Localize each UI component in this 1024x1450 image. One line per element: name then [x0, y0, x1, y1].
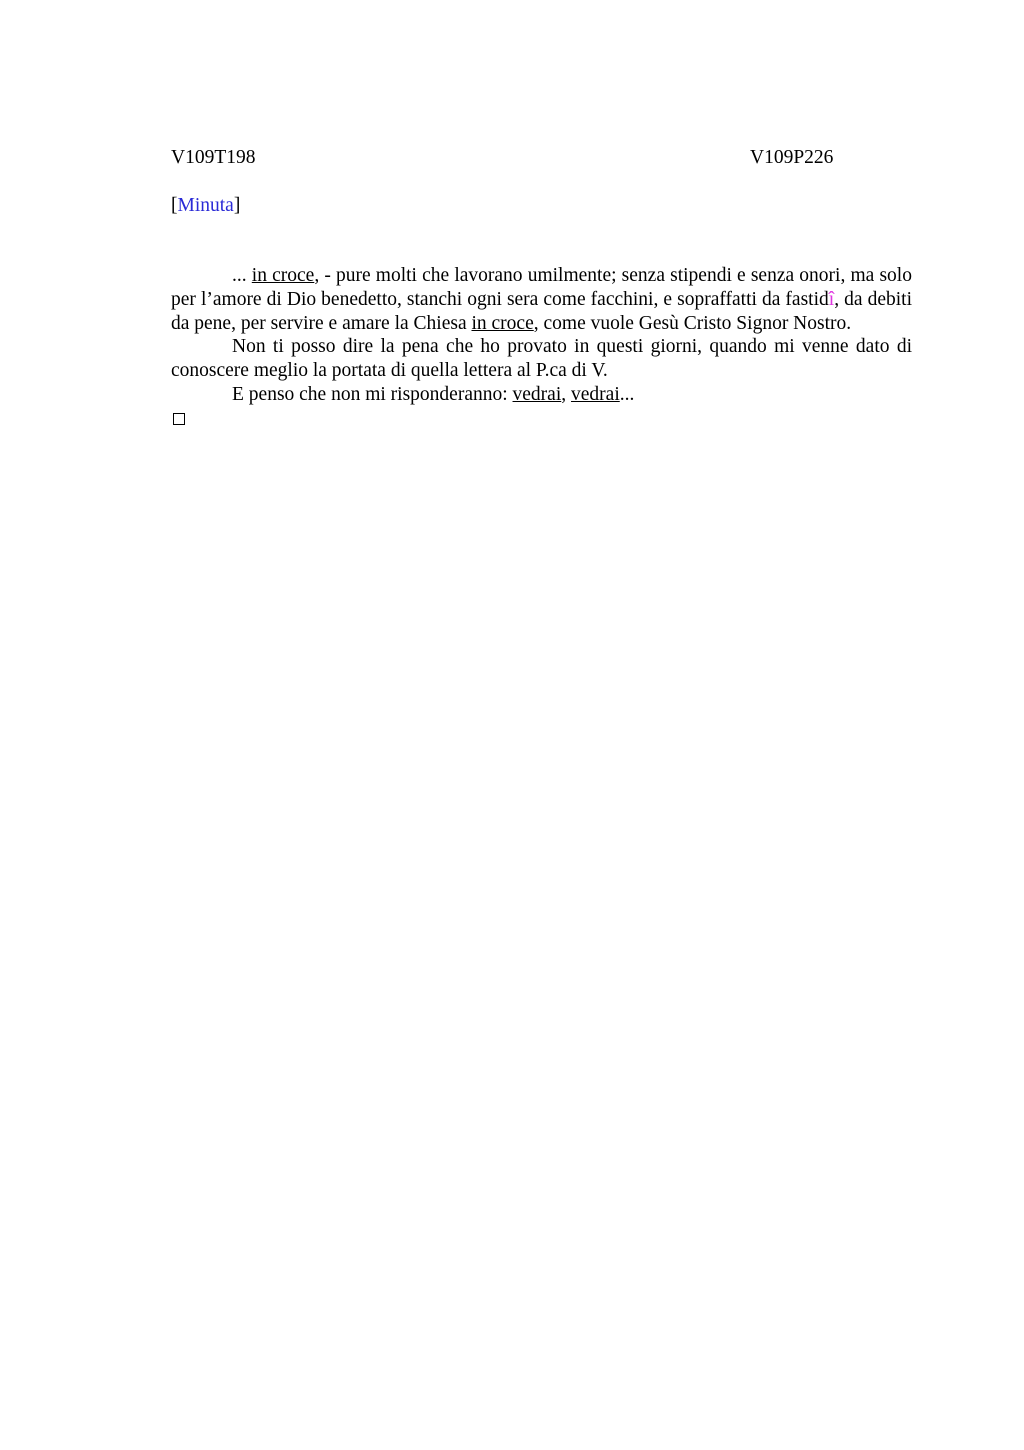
paragraph-2: Non ti posso dire la pena che ho provato in questi giorni, quando mi venne dato di conoscere meglio la portata di quella lettera al P.ca di V. [171, 336, 912, 382]
highlighted-character: î [828, 288, 835, 310]
minuta-word: Minuta [177, 195, 234, 216]
document-header [171, 146, 912, 172]
paragraph-1 [171, 264, 912, 335]
paragraph-1-text: ... [232, 265, 252, 286]
document-page [171, 146, 912, 425]
underlined-word: vedrai [571, 383, 620, 405]
underlined-phrase: in croce [471, 312, 534, 334]
minuta-open-bracket: [ [171, 195, 178, 216]
paragraph-1-text: , come vuole Gesù Cristo Signor Nostro. [533, 312, 852, 334]
left-reference-code: V109T198 [171, 147, 256, 168]
minuta-close-bracket: ] [233, 195, 241, 216]
end-marker-box-icon [173, 413, 185, 425]
letter-body [171, 264, 912, 425]
paragraph-1-text: , da debiti da pene, per servire e amare la Chiesa [171, 288, 912, 334]
paragraph-3-text: E penso che non mi risponderanno: [232, 383, 513, 405]
paragraph-3-text: ... [619, 383, 635, 405]
minuta-label [171, 194, 912, 218]
underlined-word: vedrai [512, 383, 562, 405]
underlined-phrase: in croce [251, 265, 315, 286]
right-reference-code: V109P226 [750, 147, 834, 168]
paragraph-3 [171, 383, 912, 407]
paragraph-3-text: , [561, 383, 572, 405]
paragraph-1-text: , - pure molti che lavorano umilmente; senza stipendi e senza onori, ma solo per l’amore di Dio benedetto, stanchi ogni sera come facchini, e sopraffatti da fastid [171, 265, 912, 310]
